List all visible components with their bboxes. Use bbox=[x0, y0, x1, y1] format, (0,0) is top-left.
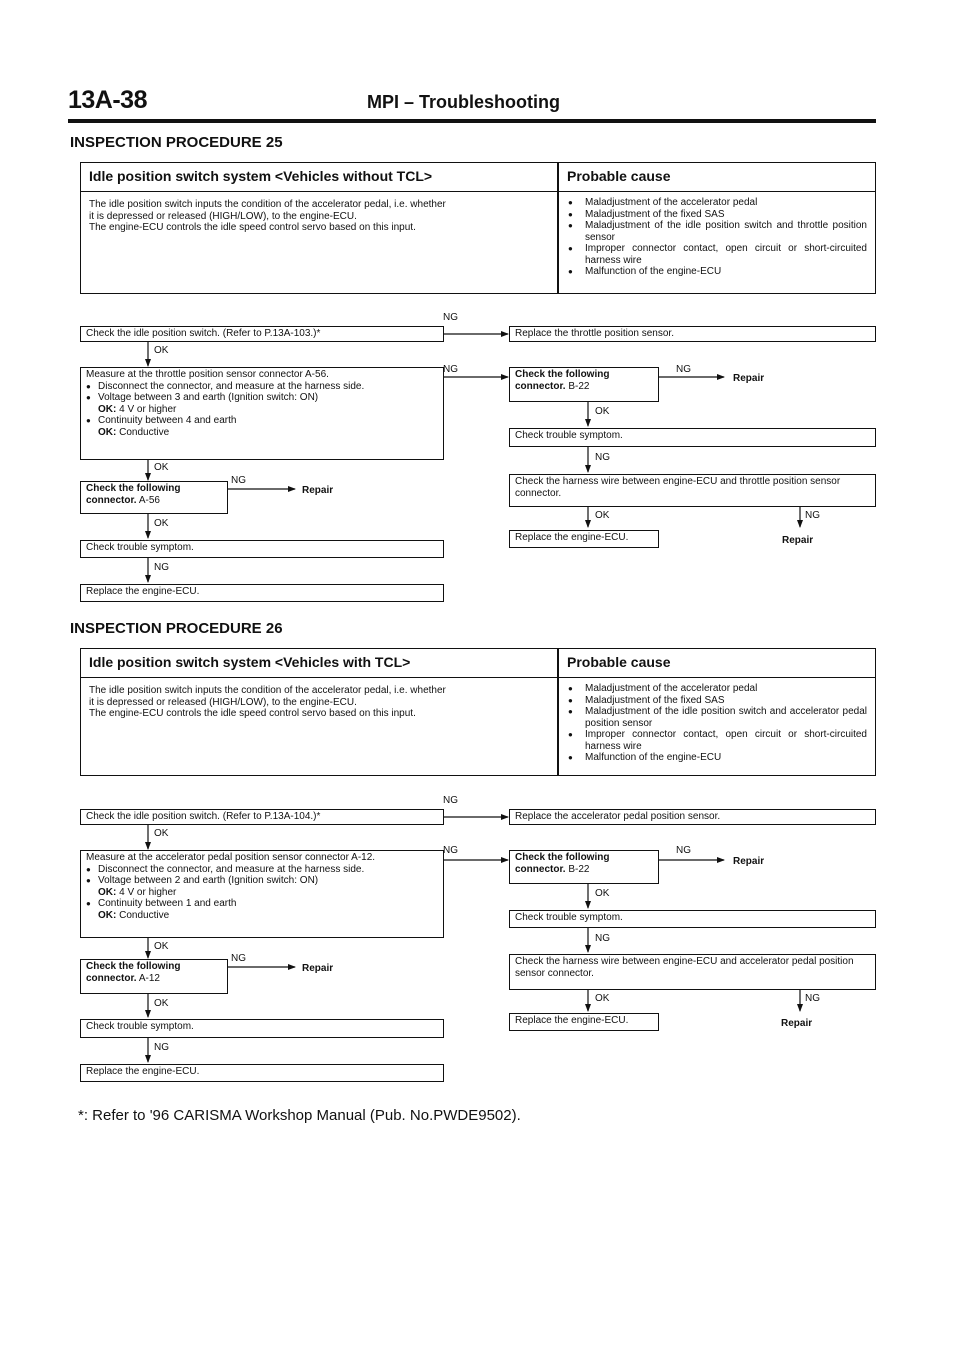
procedure-title: INSPECTION PROCEDURE 26 bbox=[70, 620, 283, 637]
ok-label: OK bbox=[595, 510, 610, 521]
ng-label: NG bbox=[443, 312, 458, 323]
procedure-table bbox=[80, 162, 876, 294]
measure-bullet: ● Continuity between 4 and earth bbox=[86, 415, 438, 427]
procedure-table bbox=[80, 648, 876, 776]
replace-ecu-right-box: Replace the engine-ECU. bbox=[509, 530, 659, 548]
cause-item: ● Maladjustment of the fixed SAS bbox=[567, 209, 867, 221]
measure-title: Measure at the accelerator pedal position sensor connector A-12. bbox=[86, 852, 376, 863]
check-connector-left-box bbox=[80, 481, 228, 514]
description-line: it is depressed or released (HIGH/LOW), to the engine-ECU. bbox=[89, 210, 357, 222]
probable-cause-heading: Probable cause bbox=[567, 654, 671, 670]
repair-label: Repair bbox=[302, 963, 334, 974]
ok-label: OK bbox=[595, 406, 610, 417]
check-idle-switch-box: Check the idle position switch. (Refer to P.13A-103.)* bbox=[80, 326, 444, 342]
connector-instruction: Check the following connector. bbox=[86, 483, 181, 506]
cause-item: ● Maladjustment of the fixed SAS bbox=[567, 695, 867, 707]
ng-label: NG bbox=[154, 1042, 169, 1053]
check-connector-left-box bbox=[80, 959, 228, 994]
ng-label: NG bbox=[805, 993, 820, 1004]
check-trouble-right-box: Check trouble symptom. bbox=[509, 428, 876, 447]
procedure-title: INSPECTION PROCEDURE 25 bbox=[70, 134, 283, 151]
check-trouble-left-box: Check trouble symptom. bbox=[80, 540, 444, 558]
ok-label: OK bbox=[154, 998, 169, 1009]
description-line: The engine-ECU controls the idle speed control servo based on this input. bbox=[89, 222, 416, 233]
replace-ecu-left-box: Replace the engine-ECU. bbox=[80, 584, 444, 602]
ok-criterion-value: 4 V or higher bbox=[119, 403, 177, 415]
ng-label: NG bbox=[805, 510, 820, 521]
ok-label: OK bbox=[595, 888, 610, 899]
cause-item: ● Improper connector contact, open circuit or short-circuited harness wire bbox=[567, 243, 867, 266]
page-title: MPI – Troubleshooting bbox=[367, 92, 560, 112]
check-harness-box: Check the harness wire between engine-ECU and accelerator pedal position sensor connector. bbox=[509, 954, 876, 990]
ng-label: NG bbox=[154, 562, 169, 573]
system-description bbox=[89, 199, 549, 234]
table-divider bbox=[557, 649, 559, 775]
measure-bullet: ● Voltage between 3 and earth (Ignition switch: ON) bbox=[86, 392, 438, 404]
ng-label: NG bbox=[443, 795, 458, 806]
ok-criterion-value: 4 V or higher bbox=[119, 886, 177, 898]
system-heading: Idle position switch system <Vehicles without TCL> bbox=[89, 168, 433, 184]
cause-item: ● Malfunction of the engine-ECU bbox=[567, 752, 867, 764]
connector-code: B-22 bbox=[568, 863, 590, 875]
ng-label: NG bbox=[676, 845, 691, 856]
connector-instruction: Check the following connector. bbox=[86, 961, 181, 984]
connector-code: A-12 bbox=[138, 972, 160, 984]
probable-cause-list bbox=[567, 197, 867, 278]
system-heading: Idle position switch system <Vehicles with TCL> bbox=[89, 654, 411, 670]
check-connector-right-box bbox=[509, 850, 659, 884]
check-connector-right-box bbox=[509, 367, 659, 402]
ok-criterion-label: OK: bbox=[98, 426, 117, 438]
check-trouble-left-box: Check trouble symptom. bbox=[80, 1019, 444, 1038]
ok-label: OK bbox=[154, 941, 169, 952]
ok-label: OK bbox=[154, 462, 169, 473]
footnote: *: Refer to '96 CARISMA Workshop Manual (Pub. No.PWDE9502). bbox=[78, 1107, 521, 1124]
ok-criterion-label: OK: bbox=[98, 886, 117, 898]
check-harness-box: Check the harness wire between engine-ECU and throttle position sensor connector. bbox=[509, 474, 876, 507]
ok-criterion-label: OK: bbox=[98, 403, 117, 415]
connector-code: A-56 bbox=[138, 494, 160, 506]
measure-bullet: ● Disconnect the connector, and measure at the harness side. bbox=[86, 864, 438, 876]
ok-label: OK bbox=[154, 828, 169, 839]
connector-instruction: Check the following connector. bbox=[515, 369, 610, 392]
probable-cause-list bbox=[567, 683, 867, 764]
measure-bullet: ● Voltage between 2 and earth (Ignition switch: ON) bbox=[86, 875, 438, 887]
ok-criterion bbox=[86, 887, 438, 899]
measure-box bbox=[80, 850, 444, 938]
check-idle-switch-box: Check the idle position switch. (Refer to P.13A-104.)* bbox=[80, 809, 444, 825]
repair-label: Repair bbox=[733, 373, 765, 384]
ng-label: NG bbox=[595, 933, 610, 944]
page-number: 13A-38 bbox=[68, 86, 147, 114]
cause-item: ● Malfunction of the engine-ECU bbox=[567, 266, 867, 278]
ok-label: OK bbox=[154, 518, 169, 529]
description-line: it is depressed or released (HIGH/LOW), to the engine-ECU. bbox=[89, 696, 357, 708]
ng-label: NG bbox=[231, 475, 246, 486]
probable-cause-heading: Probable cause bbox=[567, 168, 671, 184]
connector-code: B-22 bbox=[568, 380, 590, 392]
measure-box bbox=[80, 367, 444, 460]
ok-label: OK bbox=[595, 993, 610, 1004]
ng-label: NG bbox=[595, 452, 610, 463]
ok-criterion bbox=[86, 910, 438, 922]
check-trouble-right-box: Check trouble symptom. bbox=[509, 910, 876, 928]
replace-sensor-box: Replace the accelerator pedal position sensor. bbox=[509, 809, 876, 825]
repair-label: Repair bbox=[302, 485, 334, 496]
repair-label: Repair bbox=[782, 535, 814, 546]
cause-item: ● Maladjustment of the accelerator pedal bbox=[567, 197, 867, 209]
ng-label: NG bbox=[676, 364, 691, 375]
connector-instruction: Check the following connector. bbox=[515, 852, 610, 875]
system-description bbox=[89, 685, 549, 720]
measure-title: Measure at the throttle position sensor connector A-56. bbox=[86, 369, 329, 380]
replace-sensor-box: Replace the throttle position sensor. bbox=[509, 326, 876, 342]
description-line: The idle position switch inputs the condition of the accelerator pedal, i.e. whether bbox=[89, 199, 446, 210]
measure-bullet: ● Disconnect the connector, and measure at the harness side. bbox=[86, 381, 438, 393]
repair-label: Repair bbox=[781, 1018, 813, 1029]
ok-criterion bbox=[86, 427, 438, 439]
ng-label: NG bbox=[231, 953, 246, 964]
ok-criterion bbox=[86, 404, 438, 416]
ok-criterion-label: OK: bbox=[98, 909, 117, 921]
ok-criterion-value: Conductive bbox=[119, 426, 170, 438]
cause-item: ● Maladjustment of the idle position switch and throttle position sensor bbox=[567, 220, 867, 243]
cause-item: ● Maladjustment of the idle position switch and accelerator pedal position sensor bbox=[567, 706, 867, 729]
ok-label: OK bbox=[154, 345, 169, 356]
replace-ecu-right-box: Replace the engine-ECU. bbox=[509, 1013, 659, 1031]
ng-label: NG bbox=[443, 845, 458, 856]
description-line: The idle position switch inputs the condition of the accelerator pedal, i.e. whether bbox=[89, 685, 446, 696]
cause-item: ● Maladjustment of the accelerator pedal bbox=[567, 683, 867, 695]
ok-criterion-value: Conductive bbox=[119, 909, 170, 921]
replace-ecu-left-box: Replace the engine-ECU. bbox=[80, 1064, 444, 1082]
repair-label: Repair bbox=[733, 856, 765, 867]
cause-item: ● Improper connector contact, open circuit or short-circuited harness wire bbox=[567, 729, 867, 752]
ng-label: NG bbox=[443, 364, 458, 375]
description-line: The engine-ECU controls the idle speed control servo based on this input. bbox=[89, 708, 416, 719]
measure-bullet: ● Continuity between 1 and earth bbox=[86, 898, 438, 910]
table-divider bbox=[557, 163, 559, 293]
